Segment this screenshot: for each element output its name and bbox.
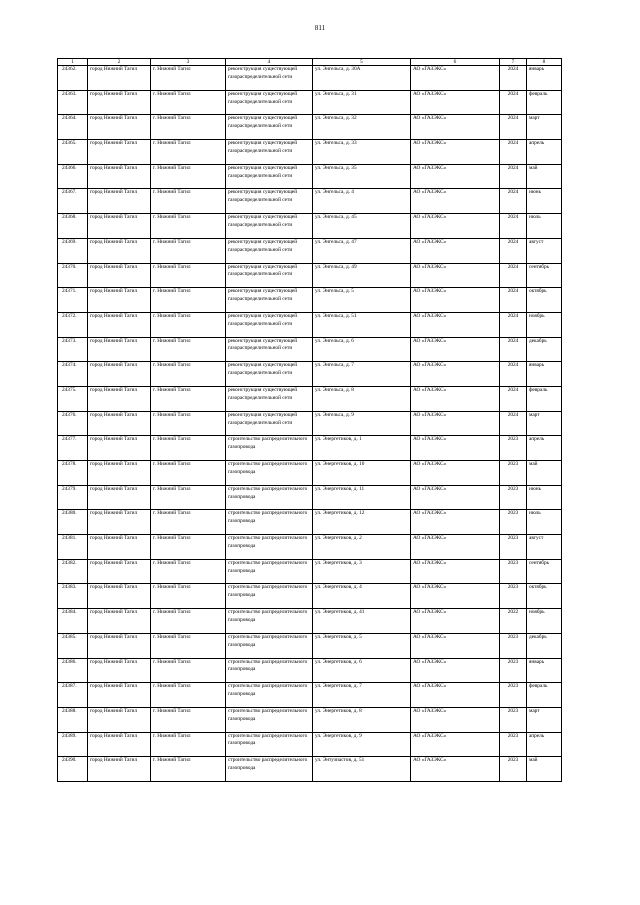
company-cell: АО «ГАЗЭКС» — [411, 140, 500, 165]
municipality-cell: город Нижний Тагил — [88, 66, 151, 91]
company-cell: АО «ГАЗЭКС» — [411, 584, 500, 609]
work-type-cell: строительство распределительного газопровода — [226, 485, 313, 510]
address-cell: ул. Энергетиков, д. 2 — [313, 535, 411, 560]
column-number-header-row — [58, 59, 562, 66]
work-type-cell: реконструкция существующей газораспределительной сети — [226, 386, 313, 411]
municipality-cell: город Нижний Тагил — [88, 609, 151, 634]
locality-cell: г. Нижний Тагил — [151, 658, 226, 683]
column-number: 5 — [313, 59, 411, 66]
municipality-cell: город Нижний Тагил — [88, 263, 151, 288]
table-row — [58, 732, 562, 757]
table-row — [58, 66, 562, 91]
row-number: 24389. — [58, 732, 88, 757]
year-cell: 2022 — [500, 609, 527, 634]
address-cell: ул. Энергетиков, д. 8 — [313, 707, 411, 732]
work-type-cell: строительство распределительного газопровода — [226, 757, 313, 782]
table-row — [58, 559, 562, 584]
address-cell: ул. Энгельса, д. 30А — [313, 66, 411, 91]
municipality-cell: город Нижний Тагил — [88, 386, 151, 411]
locality-cell: г. Нижний Тагил — [151, 732, 226, 757]
work-type-cell: строительство распределительного газопровода — [226, 584, 313, 609]
month-cell: декабрь — [527, 337, 562, 362]
table-row — [58, 707, 562, 732]
address-cell: ул. Энгельса, д. 5 — [313, 288, 411, 313]
address-cell: ул. Энергетиков, д. 9 — [313, 732, 411, 757]
row-number: 24362. — [58, 66, 88, 91]
year-cell: 2024 — [500, 312, 527, 337]
municipality-cell: город Нижний Тагил — [88, 362, 151, 387]
month-cell: ноябрь — [527, 609, 562, 634]
locality-cell: г. Нижний Тагил — [151, 238, 226, 263]
work-type-cell: реконструкция существующей газораспределительной сети — [226, 312, 313, 337]
company-cell: АО «ГАЗЭКС» — [411, 609, 500, 634]
municipality-cell: город Нижний Тагил — [88, 757, 151, 782]
locality-cell: г. Нижний Тагил — [151, 609, 226, 634]
municipality-cell: город Нижний Тагил — [88, 436, 151, 461]
company-cell: АО «ГАЗЭКС» — [411, 683, 500, 708]
month-cell: июнь — [527, 189, 562, 214]
year-cell: 2024 — [500, 337, 527, 362]
municipality-cell: город Нижний Тагил — [88, 535, 151, 560]
month-cell: февраль — [527, 386, 562, 411]
year-cell: 2023 — [500, 559, 527, 584]
year-cell: 2024 — [500, 214, 527, 239]
year-cell: 2023 — [500, 436, 527, 461]
year-cell: 2023 — [500, 461, 527, 486]
register-table — [57, 58, 562, 782]
address-cell: ул. Энгельса, д. 7 — [313, 362, 411, 387]
table-row — [58, 757, 562, 782]
column-number: 4 — [226, 59, 313, 66]
municipality-cell: город Нижний Тагил — [88, 312, 151, 337]
address-cell: ул. Энгельса, д. 51 — [313, 312, 411, 337]
work-type-cell: реконструкция существующей газораспределительной сети — [226, 288, 313, 313]
address-cell: ул. Энгельса, д. 6 — [313, 337, 411, 362]
municipality-cell: город Нижний Тагил — [88, 461, 151, 486]
municipality-cell: город Нижний Тагил — [88, 510, 151, 535]
company-cell: АО «ГАЗЭКС» — [411, 757, 500, 782]
table-row — [58, 609, 562, 634]
work-type-cell: реконструкция существующей газораспределительной сети — [226, 140, 313, 165]
year-cell: 2023 — [500, 485, 527, 510]
address-cell: ул. Энергетиков, д. 3 — [313, 559, 411, 584]
year-cell: 2024 — [500, 263, 527, 288]
month-cell: июль — [527, 510, 562, 535]
address-cell: ул. Энгельса, д. 47 — [313, 238, 411, 263]
company-cell: АО «ГАЗЭКС» — [411, 238, 500, 263]
row-number: 24387. — [58, 683, 88, 708]
column-number: 6 — [411, 59, 500, 66]
locality-cell: г. Нижний Тагил — [151, 189, 226, 214]
work-type-cell: строительство распределительного газопровода — [226, 633, 313, 658]
year-cell: 2024 — [500, 386, 527, 411]
company-cell: АО «ГАЗЭКС» — [411, 485, 500, 510]
locality-cell: г. Нижний Тагил — [151, 535, 226, 560]
address-cell: ул. Энгельса, д. 35 — [313, 164, 411, 189]
work-type-cell: строительство распределительного газопровода — [226, 707, 313, 732]
table-row — [58, 633, 562, 658]
municipality-cell: город Нижний Тагил — [88, 584, 151, 609]
address-cell: ул. Энергетиков, д. 7 — [313, 683, 411, 708]
locality-cell: г. Нижний Тагил — [151, 757, 226, 782]
table-row — [58, 584, 562, 609]
table-row — [58, 312, 562, 337]
table-row — [58, 510, 562, 535]
year-cell: 2023 — [500, 683, 527, 708]
work-type-cell: строительство распределительного газопровода — [226, 510, 313, 535]
municipality-cell: город Нижний Тагил — [88, 189, 151, 214]
table-row — [58, 238, 562, 263]
municipality-cell: город Нижний Тагил — [88, 559, 151, 584]
work-type-cell: реконструкция существующей газораспределительной сети — [226, 66, 313, 91]
company-cell: АО «ГАЗЭКС» — [411, 559, 500, 584]
municipality-cell: город Нижний Тагил — [88, 411, 151, 436]
row-number: 24370. — [58, 263, 88, 288]
municipality-cell: город Нижний Тагил — [88, 707, 151, 732]
month-cell: март — [527, 707, 562, 732]
company-cell: АО «ГАЗЭКС» — [411, 214, 500, 239]
month-cell: октябрь — [527, 288, 562, 313]
row-number: 24376. — [58, 411, 88, 436]
company-cell: АО «ГАЗЭКС» — [411, 66, 500, 91]
company-cell: АО «ГАЗЭКС» — [411, 337, 500, 362]
address-cell: ул. Энгельса, д. 9 — [313, 411, 411, 436]
address-cell: ул. Энгельса, д. 31 — [313, 90, 411, 115]
table-row — [58, 90, 562, 115]
company-cell: АО «ГАЗЭКС» — [411, 288, 500, 313]
month-cell: май — [527, 757, 562, 782]
locality-cell: г. Нижний Тагил — [151, 214, 226, 239]
row-number: 24380. — [58, 510, 88, 535]
row-number: 24364. — [58, 115, 88, 140]
locality-cell: г. Нижний Тагил — [151, 386, 226, 411]
locality-cell: г. Нижний Тагил — [151, 337, 226, 362]
work-type-cell: реконструкция существующей газораспределительной сети — [226, 189, 313, 214]
work-type-cell: строительство распределительного газопровода — [226, 461, 313, 486]
address-cell: ул. Энергетиков, д. 11 — [313, 485, 411, 510]
year-cell: 2023 — [500, 658, 527, 683]
month-cell: июнь — [527, 485, 562, 510]
locality-cell: г. Нижний Тагил — [151, 584, 226, 609]
work-type-cell: реконструкция существующей газораспределительной сети — [226, 411, 313, 436]
table-row — [58, 485, 562, 510]
address-cell: ул. Энгельса, д. 33 — [313, 140, 411, 165]
table-row — [58, 658, 562, 683]
month-cell: май — [527, 164, 562, 189]
month-cell: май — [527, 461, 562, 486]
table-row — [58, 140, 562, 165]
column-number: 3 — [151, 59, 226, 66]
table-row — [58, 337, 562, 362]
locality-cell: г. Нижний Тагил — [151, 312, 226, 337]
table-row — [58, 288, 562, 313]
year-cell: 2024 — [500, 90, 527, 115]
company-cell: АО «ГАЗЭКС» — [411, 633, 500, 658]
address-cell: ул. Энгельса, д. 45 — [313, 214, 411, 239]
work-type-cell: реконструкция существующей газораспределительной сети — [226, 164, 313, 189]
row-number: 24384. — [58, 609, 88, 634]
locality-cell: г. Нижний Тагил — [151, 461, 226, 486]
locality-cell: г. Нижний Тагил — [151, 510, 226, 535]
municipality-cell: город Нижний Тагил — [88, 683, 151, 708]
work-type-cell: реконструкция существующей газораспределительной сети — [226, 115, 313, 140]
column-number: 1 — [58, 59, 88, 66]
address-cell: ул. Энгельса, д. 4 — [313, 189, 411, 214]
address-cell: ул. Энергетиков, д. 4 — [313, 584, 411, 609]
address-cell: ул. Энергетиков, д. 5 — [313, 633, 411, 658]
table-row — [58, 411, 562, 436]
company-cell: АО «ГАЗЭКС» — [411, 411, 500, 436]
municipality-cell: город Нижний Тагил — [88, 288, 151, 313]
row-number: 24385. — [58, 633, 88, 658]
month-cell: январь — [527, 362, 562, 387]
locality-cell: г. Нижний Тагил — [151, 140, 226, 165]
year-cell: 2023 — [500, 510, 527, 535]
year-cell: 2024 — [500, 362, 527, 387]
row-number: 24374. — [58, 362, 88, 387]
table-row — [58, 115, 562, 140]
row-number: 24363. — [58, 90, 88, 115]
work-type-cell: строительство распределительного газопровода — [226, 732, 313, 757]
year-cell: 2024 — [500, 189, 527, 214]
address-cell: ул. Энгельса, д. 49 — [313, 263, 411, 288]
company-cell: АО «ГАЗЭКС» — [411, 386, 500, 411]
row-number: 24377. — [58, 436, 88, 461]
address-cell: ул. Энергетиков, д. 1 — [313, 436, 411, 461]
address-cell: ул. Энергетиков, д. 41 — [313, 609, 411, 634]
work-type-cell: реконструкция существующей газораспределительной сети — [226, 214, 313, 239]
address-cell: ул. Энергетиков, д. 6 — [313, 658, 411, 683]
table-row — [58, 214, 562, 239]
column-number: 8 — [527, 59, 562, 66]
work-type-cell: реконструкция существующей газораспределительной сети — [226, 263, 313, 288]
locality-cell: г. Нижний Тагил — [151, 683, 226, 708]
municipality-cell: город Нижний Тагил — [88, 164, 151, 189]
work-type-cell: реконструкция существующей газораспределительной сети — [226, 90, 313, 115]
address-cell: ул. Энергетиков, д. 12 — [313, 510, 411, 535]
municipality-cell: город Нижний Тагил — [88, 140, 151, 165]
company-cell: АО «ГАЗЭКС» — [411, 732, 500, 757]
row-number: 24375. — [58, 386, 88, 411]
locality-cell: г. Нижний Тагил — [151, 633, 226, 658]
month-cell: июль — [527, 214, 562, 239]
row-number: 24386. — [58, 658, 88, 683]
municipality-cell: город Нижний Тагил — [88, 238, 151, 263]
company-cell: АО «ГАЗЭКС» — [411, 189, 500, 214]
locality-cell: г. Нижний Тагил — [151, 164, 226, 189]
company-cell: АО «ГАЗЭКС» — [411, 461, 500, 486]
row-number: 24379. — [58, 485, 88, 510]
year-cell: 2024 — [500, 140, 527, 165]
table-row — [58, 386, 562, 411]
column-number: 2 — [88, 59, 151, 66]
municipality-cell: город Нижний Тагил — [88, 214, 151, 239]
table-row — [58, 189, 562, 214]
row-number: 24373. — [58, 337, 88, 362]
year-cell: 2023 — [500, 732, 527, 757]
month-cell: март — [527, 115, 562, 140]
row-number: 24372. — [58, 312, 88, 337]
month-cell: январь — [527, 66, 562, 91]
month-cell: март — [527, 411, 562, 436]
municipality-cell: город Нижний Тагил — [88, 115, 151, 140]
table-row — [58, 164, 562, 189]
page-number: 811 — [314, 24, 326, 32]
table-row — [58, 683, 562, 708]
table-row — [58, 461, 562, 486]
locality-cell: г. Нижний Тагил — [151, 411, 226, 436]
municipality-cell: город Нижний Тагил — [88, 732, 151, 757]
work-type-cell: реконструкция существующей газораспределительной сети — [226, 337, 313, 362]
locality-cell: г. Нижний Тагил — [151, 90, 226, 115]
table-row — [58, 263, 562, 288]
row-number: 24369. — [58, 238, 88, 263]
address-cell: ул. Энгельса, д. 8 — [313, 386, 411, 411]
work-type-cell: строительство распределительного газопровода — [226, 609, 313, 634]
month-cell: октябрь — [527, 584, 562, 609]
row-number: 24371. — [58, 288, 88, 313]
company-cell: АО «ГАЗЭКС» — [411, 90, 500, 115]
row-number: 24390. — [58, 757, 88, 782]
work-type-cell: строительство распределительного газопровода — [226, 535, 313, 560]
row-number: 24367. — [58, 189, 88, 214]
month-cell: февраль — [527, 683, 562, 708]
month-cell: ноябрь — [527, 312, 562, 337]
company-cell: АО «ГАЗЭКС» — [411, 164, 500, 189]
year-cell: 2023 — [500, 757, 527, 782]
work-type-cell: строительство распределительного газопровода — [226, 658, 313, 683]
company-cell: АО «ГАЗЭКС» — [411, 535, 500, 560]
company-cell: АО «ГАЗЭКС» — [411, 115, 500, 140]
company-cell: АО «ГАЗЭКС» — [411, 263, 500, 288]
month-cell: сентябрь — [527, 559, 562, 584]
table-row — [58, 535, 562, 560]
month-cell: сентябрь — [527, 263, 562, 288]
column-number: 7 — [500, 59, 527, 66]
month-cell: апрель — [527, 140, 562, 165]
company-cell: АО «ГАЗЭКС» — [411, 362, 500, 387]
company-cell: АО «ГАЗЭКС» — [411, 707, 500, 732]
year-cell: 2024 — [500, 164, 527, 189]
locality-cell: г. Нижний Тагил — [151, 436, 226, 461]
table-row — [58, 436, 562, 461]
year-cell: 2023 — [500, 633, 527, 658]
company-cell: АО «ГАЗЭКС» — [411, 510, 500, 535]
work-type-cell: реконструкция существующей газораспределительной сети — [226, 362, 313, 387]
row-number: 24378. — [58, 461, 88, 486]
month-cell: август — [527, 535, 562, 560]
row-number: 24383. — [58, 584, 88, 609]
locality-cell: г. Нижний Тагил — [151, 362, 226, 387]
work-type-cell: строительство распределительного газопровода — [226, 683, 313, 708]
work-type-cell: строительство распределительного газопровода — [226, 559, 313, 584]
locality-cell: г. Нижний Тагил — [151, 115, 226, 140]
month-cell: февраль — [527, 90, 562, 115]
year-cell: 2023 — [500, 584, 527, 609]
company-cell: АО «ГАЗЭКС» — [411, 312, 500, 337]
row-number: 24388. — [58, 707, 88, 732]
municipality-cell: город Нижний Тагил — [88, 485, 151, 510]
municipality-cell: город Нижний Тагил — [88, 90, 151, 115]
row-number: 24381. — [58, 535, 88, 560]
year-cell: 2023 — [500, 535, 527, 560]
locality-cell: г. Нижний Тагил — [151, 288, 226, 313]
locality-cell: г. Нижний Тагил — [151, 559, 226, 584]
address-cell: ул. Энтузиастов, д. 51 — [313, 757, 411, 782]
row-number: 24382. — [58, 559, 88, 584]
address-cell: ул. Энергетиков, д. 10 — [313, 461, 411, 486]
month-cell: декабрь — [527, 633, 562, 658]
company-cell: АО «ГАЗЭКС» — [411, 436, 500, 461]
table-row — [58, 362, 562, 387]
year-cell: 2024 — [500, 411, 527, 436]
locality-cell: г. Нижний Тагил — [151, 263, 226, 288]
year-cell: 2024 — [500, 238, 527, 263]
work-type-cell: строительство распределительного газопровода — [226, 436, 313, 461]
locality-cell: г. Нижний Тагил — [151, 707, 226, 732]
year-cell: 2024 — [500, 288, 527, 313]
row-number: 24368. — [58, 214, 88, 239]
municipality-cell: город Нижний Тагил — [88, 633, 151, 658]
row-number: 24365. — [58, 140, 88, 165]
company-cell: АО «ГАЗЭКС» — [411, 658, 500, 683]
locality-cell: г. Нижний Тагил — [151, 66, 226, 91]
year-cell: 2024 — [500, 115, 527, 140]
month-cell: апрель — [527, 436, 562, 461]
municipality-cell: город Нижний Тагил — [88, 658, 151, 683]
address-cell: ул. Энгельса, д. 32 — [313, 115, 411, 140]
year-cell: 2023 — [500, 707, 527, 732]
month-cell: август — [527, 238, 562, 263]
row-number: 24366. — [58, 164, 88, 189]
work-type-cell: реконструкция существующей газораспределительной сети — [226, 238, 313, 263]
municipality-cell: город Нижний Тагил — [88, 337, 151, 362]
month-cell: апрель — [527, 732, 562, 757]
month-cell: январь — [527, 658, 562, 683]
year-cell: 2024 — [500, 66, 527, 91]
locality-cell: г. Нижний Тагил — [151, 485, 226, 510]
